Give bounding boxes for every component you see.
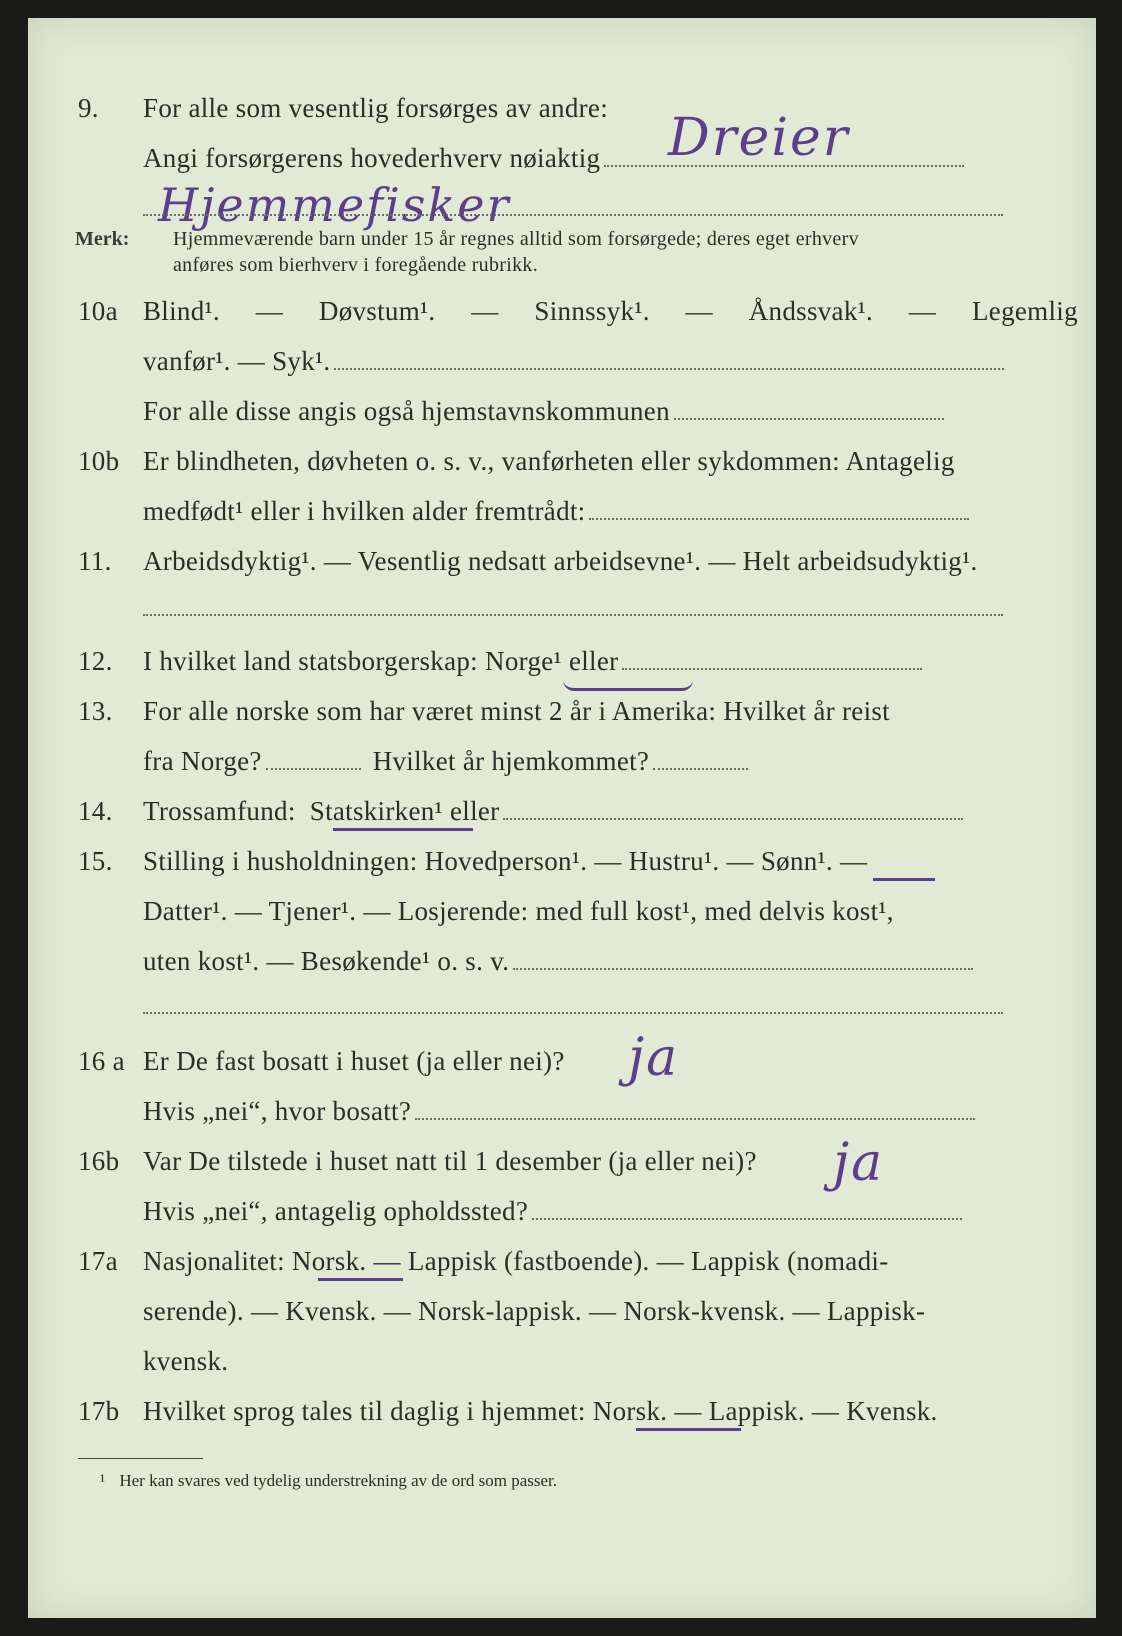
q16b-text-1: Var De tilstede i huset natt til 1 desember (ja eller nei)? bbox=[143, 1146, 757, 1176]
q12-text: I hvilket land statsborgerskap: Norge¹ eller bbox=[143, 646, 619, 676]
q16b-number: 16b bbox=[78, 1146, 120, 1176]
q9-answer-line-2[interactable] bbox=[143, 214, 1003, 216]
q14-text-a: Trossamfund: bbox=[143, 796, 296, 826]
q16a-handwritten-answer[interactable]: ja bbox=[628, 1028, 680, 1088]
q16a-answer-line[interactable] bbox=[415, 1118, 975, 1120]
q14-underline-mark bbox=[333, 828, 473, 831]
merk-label: Merk: bbox=[75, 228, 130, 250]
q12-answer-line[interactable] bbox=[622, 668, 922, 670]
q17b-number: 17b bbox=[78, 1396, 120, 1426]
q9-handwritten-answer-2[interactable]: Hjemmefisker bbox=[158, 178, 511, 232]
q17a-text-3: kvensk. bbox=[143, 1346, 229, 1376]
q14-text-b: Statskirken¹ eller bbox=[309, 796, 500, 826]
q12-underline-mark bbox=[563, 680, 693, 691]
q10b-answer-line[interactable] bbox=[589, 518, 969, 520]
q9-handwritten-answer-1[interactable]: Dreier bbox=[668, 108, 850, 168]
q10b-number: 10b bbox=[78, 446, 120, 476]
q13-text-2b: Hvilket år hjemkommet? bbox=[372, 746, 650, 776]
q17a-text-2: serende). — Kvensk. — Norsk-lappisk. — Norsk-kvensk. — Lappisk- bbox=[143, 1296, 926, 1326]
q15-text-1: Stilling i husholdningen: Hovedperson¹. — Hustru¹. — Sønn¹. — bbox=[143, 846, 868, 876]
merk-text-2: anføres som bierhverv i foregående rubrikk. bbox=[173, 254, 538, 276]
q13-answer-line-hjemkommet[interactable] bbox=[653, 768, 748, 770]
q10a-options bbox=[143, 296, 1078, 327]
q13-text-1: For alle norske som har været minst 2 år i Amerika: Hvilket år reist bbox=[143, 696, 890, 726]
q16a-number: 16 a bbox=[78, 1046, 125, 1076]
q11-number: 11. bbox=[78, 546, 112, 576]
footnote-rule bbox=[78, 1458, 203, 1459]
q10b-text-2: medfødt¹ eller i hvilken alder fremtrådt: bbox=[143, 496, 586, 526]
q10a-answer-line-1[interactable] bbox=[334, 368, 1004, 370]
q15-answer-line-1[interactable] bbox=[513, 968, 973, 970]
q17a-number: 17a bbox=[78, 1246, 118, 1276]
q15-text-3: uten kost¹. — Besøkende¹ o. s. v. bbox=[143, 946, 510, 976]
q9-number: 9. bbox=[78, 93, 99, 123]
q10a-answer-line-2[interactable] bbox=[674, 418, 944, 420]
q15-underline-mark bbox=[873, 878, 935, 881]
q14-answer-line[interactable] bbox=[503, 818, 963, 820]
q9-text-2: Angi forsørgerens hovederhverv nøiaktig bbox=[143, 143, 601, 173]
q13-text-2a: fra Norge? bbox=[143, 746, 262, 776]
footnote-mark: ¹ bbox=[100, 1471, 106, 1490]
merk-text-1: Hjemmeværende barn under 15 år regnes alltid som forsørgede; deres eget erhverv bbox=[173, 228, 859, 250]
q16a-text-1: Er De fast bosatt i huset (ja eller nei)? bbox=[143, 1046, 565, 1076]
q15-text-2: Datter¹. — Tjener¹. — Losjerende: med full kost¹, med delvis kost¹, bbox=[143, 896, 894, 926]
q16b-answer-line[interactable] bbox=[532, 1218, 962, 1220]
q10a-dash: — bbox=[908, 296, 937, 326]
q10a-dash: — bbox=[471, 296, 499, 326]
q13-number: 13. bbox=[78, 696, 113, 726]
q10b-text-1: Er blindheten, døvheten o. s. v., vanførheten eller sykdommen: Antagelig bbox=[143, 446, 955, 476]
q9-text-1: For alle som vesentlig forsørges av andre: bbox=[143, 93, 608, 123]
q10a-opt-andssvak: Åndssvak¹. bbox=[748, 296, 874, 326]
q16b-text-2: Hvis „nei“, antagelig opholdssted? bbox=[143, 1196, 529, 1226]
q17b-text: Hvilket sprog tales til daglig i hjemmet: Norsk. — Lappisk. — Kvensk. bbox=[143, 1396, 938, 1426]
q10a-dash: — bbox=[255, 296, 284, 326]
q10a-text-3: For alle disse angis også hjemstavnskommunen bbox=[143, 396, 670, 426]
q10a-opt-legemlig: Legemlig bbox=[972, 296, 1078, 326]
q13-answer-line-reist[interactable] bbox=[266, 768, 361, 770]
q10a-number: 10a bbox=[78, 296, 118, 326]
q10a-opt-blind: Blind¹. bbox=[143, 296, 220, 326]
q11-answer-line[interactable] bbox=[143, 614, 1003, 616]
q10a-dash: — bbox=[685, 296, 713, 326]
q14-number: 14. bbox=[78, 796, 113, 826]
q11-text: Arbeidsdyktig¹. — Vesentlig nedsatt arbeidsevne¹. — Helt arbeidsudyktig¹. bbox=[143, 546, 978, 576]
q10a-opt-sinnssyk: Sinnssyk¹. bbox=[534, 296, 650, 326]
q17b-underline-mark bbox=[636, 1428, 741, 1431]
footnote-text: Her kan svares ved tydelig understrekning av de ord som passer. bbox=[119, 1471, 557, 1490]
q12-number: 12. bbox=[78, 646, 113, 676]
census-form-page bbox=[28, 18, 1096, 1618]
q10a-opt-dovstum: Døvstum¹. bbox=[318, 296, 436, 326]
q16a-text-2: Hvis „nei“, hvor bosatt? bbox=[143, 1096, 412, 1126]
q17a-underline-mark bbox=[318, 1278, 403, 1281]
q10a-text-2: vanfør¹. — Syk¹. bbox=[143, 346, 331, 376]
q17a-text-1: Nasjonalitet: Norsk. — Lappisk (fastboende). — Lappisk (nomadi- bbox=[143, 1246, 889, 1276]
q16b-handwritten-answer[interactable]: ja bbox=[833, 1133, 885, 1193]
q9-answer-line-1[interactable] bbox=[604, 165, 964, 167]
q15-answer-line-2[interactable] bbox=[143, 1012, 1003, 1014]
q15-number: 15. bbox=[78, 846, 113, 876]
